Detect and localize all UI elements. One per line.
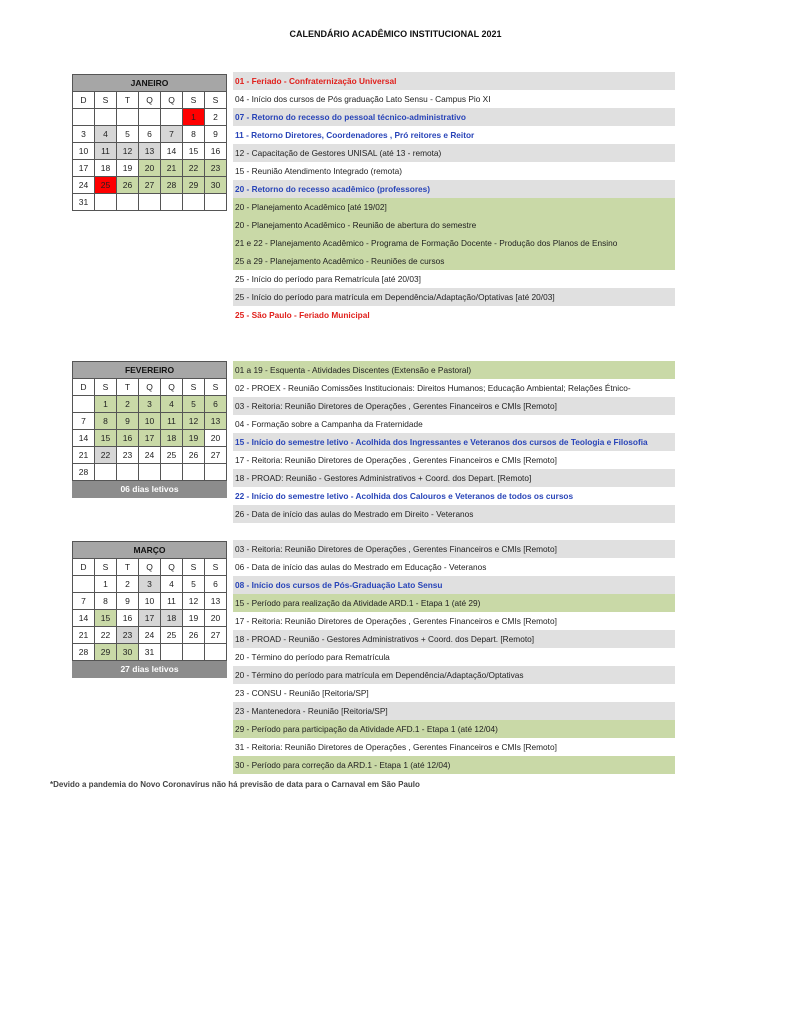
day-cell: 10 [139, 413, 161, 430]
event-item: 03 - Reitoria: Reunião Diretores de Operações , Gerentes Financeiros e CMIs [Remoto] [233, 540, 675, 558]
weekday-label: S [183, 379, 205, 396]
event-item: 04 - Formação sobre a Campanha da Fraternidade [233, 415, 675, 433]
week-row [73, 464, 227, 481]
weekday-label: S [95, 559, 117, 576]
day-cell: 18 [161, 610, 183, 627]
day-cell: 5 [183, 396, 205, 413]
day-cell [73, 396, 95, 413]
week-row [73, 396, 227, 413]
event-item: 20 - Planejamento Acadêmico [até 19/02] [233, 198, 675, 216]
day-cell: 11 [161, 413, 183, 430]
day-cell: 27 [205, 627, 227, 644]
day-cell: 8 [183, 126, 205, 143]
day-cell: 19 [117, 160, 139, 177]
week-row [73, 126, 227, 143]
weekday-label: S [205, 379, 227, 396]
day-cell: 15 [95, 430, 117, 447]
event-item: 22 - Início do semestre letivo - Acolhida dos Calouros e Veteranos de todos os cursos [233, 487, 675, 505]
event-item: 12 - Capacitação de Gestores UNISAL (até 13 - remota) [233, 144, 675, 162]
day-cell: 11 [95, 143, 117, 160]
day-cell: 25 [95, 177, 117, 194]
week-row [73, 177, 227, 194]
day-cell: 9 [205, 126, 227, 143]
day-cell [95, 464, 117, 481]
event-item: 25 - São Paulo - Feriado Municipal [233, 306, 675, 324]
month-header-row [73, 75, 227, 92]
weekday-label: D [73, 559, 95, 576]
event-item: 17 - Reitoria: Reunião Diretores de Operações , Gerentes Financeiros e CMIs [Remoto] [233, 612, 675, 630]
day-cell: 25 [161, 447, 183, 464]
weekday-label: D [73, 379, 95, 396]
week-row [73, 109, 227, 126]
day-cell: 19 [183, 430, 205, 447]
weekday-label: S [95, 92, 117, 109]
day-cell: 16 [117, 430, 139, 447]
week-row [73, 413, 227, 430]
month-header-row [73, 362, 227, 379]
calendar-janeiro [72, 74, 227, 211]
week-row [73, 430, 227, 447]
event-item: 17 - Reitoria: Reunião Diretores de Operações , Gerentes Financeiros e CMIs [Remoto] [233, 451, 675, 469]
weekday-label: Q [161, 559, 183, 576]
day-cell: 17 [139, 610, 161, 627]
day-cell: 12 [117, 143, 139, 160]
event-item: 25 - Início do período para Rematrícula [até 20/03] [233, 270, 675, 288]
weekday-label: S [205, 92, 227, 109]
day-cell: 5 [117, 126, 139, 143]
school-days-count: 06 dias letivos [73, 481, 227, 498]
day-cell [73, 576, 95, 593]
day-cell: 13 [205, 413, 227, 430]
page-title: CALENDÁRIO ACADÊMICO INSTITUCIONAL 2021 [289, 29, 502, 39]
day-cell: 16 [205, 143, 227, 160]
day-cell: 20 [205, 430, 227, 447]
day-cell: 31 [73, 194, 95, 211]
day-cell: 21 [161, 160, 183, 177]
day-cell [139, 109, 161, 126]
day-cell: 13 [139, 143, 161, 160]
day-cell: 10 [73, 143, 95, 160]
event-item: 03 - Reitoria: Reunião Diretores de Operações , Gerentes Financeiros e CMIs [Remoto] [233, 397, 675, 415]
day-cell: 3 [139, 396, 161, 413]
weekday-label: S [95, 379, 117, 396]
calendar-marco [72, 541, 227, 678]
day-cell: 15 [95, 610, 117, 627]
month-name: FEVEREIRO [73, 362, 227, 379]
day-cell: 30 [117, 644, 139, 661]
day-cell: 7 [161, 126, 183, 143]
day-cell: 26 [183, 627, 205, 644]
weekday-label: T [117, 559, 139, 576]
day-cell: 27 [205, 447, 227, 464]
event-item: 15 - Início do semestre letivo - Acolhida dos Ingressantes e Veteranos dos cursos de Teologia e Filosofia [233, 433, 675, 451]
event-item: 26 - Data de início das aulas do Mestrado em Direito - Veteranos [233, 505, 675, 523]
day-cell: 18 [161, 430, 183, 447]
day-cell: 9 [117, 593, 139, 610]
day-cell [139, 464, 161, 481]
day-cell: 14 [73, 610, 95, 627]
weekday-label: S [183, 559, 205, 576]
event-item: 30 - Período para correção da ARD.1 - Etapa 1 (até 12/04) [233, 756, 675, 774]
weekday-row [73, 379, 227, 396]
events-marco [233, 540, 675, 774]
day-cell: 4 [95, 126, 117, 143]
day-cell [139, 194, 161, 211]
day-cell [205, 464, 227, 481]
event-item: 06 - Data de início das aulas do Mestrado em Educação - Veteranos [233, 558, 675, 576]
day-cell: 26 [183, 447, 205, 464]
weekday-label: D [73, 92, 95, 109]
day-cell: 28 [73, 644, 95, 661]
event-item: 15 - Reunião Atendimento Integrado (remota) [233, 162, 675, 180]
day-cell [161, 109, 183, 126]
day-cell: 18 [95, 160, 117, 177]
day-cell: 24 [73, 177, 95, 194]
week-row [73, 576, 227, 593]
day-cell: 3 [73, 126, 95, 143]
day-cell [117, 194, 139, 211]
event-item: 15 - Período para realização da Atividade ARD.1 - Etapa 1 (até 29) [233, 594, 675, 612]
day-cell: 23 [117, 447, 139, 464]
day-cell: 9 [117, 413, 139, 430]
event-item: 18 - PROAD: Reunião - Gestores Administrativos + Coord. dos Depart. [Remoto] [233, 469, 675, 487]
day-cell: 20 [139, 160, 161, 177]
event-item: 02 - PROEX - Reunião Comissões Institucionais: Direitos Humanos; Educação Ambiental; Relações Étnico- [233, 379, 675, 397]
day-cell: 23 [117, 627, 139, 644]
event-item: 20 - Retorno do recesso acadêmico (professores) [233, 180, 675, 198]
day-cell: 29 [95, 644, 117, 661]
day-cell: 8 [95, 413, 117, 430]
day-cell: 22 [183, 160, 205, 177]
event-item: 18 - PROAD - Reunião - Gestores Administrativos + Coord. dos Depart. [Remoto] [233, 630, 675, 648]
event-item: 31 - Reitoria: Reunião Diretores de Operações , Gerentes Financeiros e CMIs [Remoto] [233, 738, 675, 756]
weekday-label: Q [139, 559, 161, 576]
day-cell: 8 [95, 593, 117, 610]
day-cell: 1 [95, 396, 117, 413]
weekday-row [73, 559, 227, 576]
day-cell: 15 [183, 143, 205, 160]
day-cell: 1 [95, 576, 117, 593]
day-cell: 14 [73, 430, 95, 447]
event-item: 01 a 19 - Esquenta - Atividades Discentes (Extensão e Pastoral) [233, 361, 675, 379]
week-row [73, 447, 227, 464]
day-cell [95, 194, 117, 211]
day-cell: 2 [205, 109, 227, 126]
event-item: 11 - Retorno Diretores, Coordenadores , Pró reitores e Reitor [233, 126, 675, 144]
day-cell [205, 644, 227, 661]
event-item: 29 - Período para participação da Atividade AFD.1 - Etapa 1 (até 12/04) [233, 720, 675, 738]
weekday-label: Q [139, 92, 161, 109]
week-row [73, 644, 227, 661]
day-cell: 13 [205, 593, 227, 610]
day-cell [205, 194, 227, 211]
school-days-count: 27 dias letivos [73, 661, 227, 678]
day-cell [161, 644, 183, 661]
month-name: MARÇO [73, 542, 227, 559]
week-row [73, 143, 227, 160]
day-cell: 4 [161, 576, 183, 593]
day-cell: 28 [161, 177, 183, 194]
day-cell: 25 [161, 627, 183, 644]
week-row [73, 194, 227, 211]
event-item: 04 - Início dos cursos de Pós graduação Lato Sensu - Campus Pio XI [233, 90, 675, 108]
day-cell [161, 194, 183, 211]
day-cell: 6 [205, 396, 227, 413]
event-item: 20 - Término do período para Rematrícula [233, 648, 675, 666]
week-row [73, 593, 227, 610]
day-cell [183, 644, 205, 661]
month-header-row [73, 542, 227, 559]
day-cell: 26 [117, 177, 139, 194]
footnote: *Devido a pandemia do Novo Coronavírus não há previsão de data para o Carnaval em São Paulo [50, 780, 420, 789]
day-cell: 21 [73, 447, 95, 464]
day-cell: 12 [183, 413, 205, 430]
day-cell: 17 [73, 160, 95, 177]
weekday-row [73, 92, 227, 109]
month-name: JANEIRO [73, 75, 227, 92]
day-cell: 4 [161, 396, 183, 413]
event-item: 23 - Mantenedora - Reunião [Reitoria/SP] [233, 702, 675, 720]
day-cell: 16 [117, 610, 139, 627]
week-row [73, 610, 227, 627]
weekday-label: Q [139, 379, 161, 396]
events-janeiro [233, 72, 675, 324]
day-cell: 29 [183, 177, 205, 194]
month-footer-row [73, 661, 227, 678]
day-cell: 27 [139, 177, 161, 194]
day-cell: 19 [183, 610, 205, 627]
weekday-label: Q [161, 379, 183, 396]
event-item: 25 - Início do período para matrícula em Dependência/Adaptação/Optativas [até 20/03] [233, 288, 675, 306]
calendar-fevereiro [72, 361, 227, 498]
events-fevereiro [233, 361, 675, 523]
day-cell: 10 [139, 593, 161, 610]
event-item: 08 - Início dos cursos de Pós-Graduação Lato Sensu [233, 576, 675, 594]
week-row [73, 627, 227, 644]
day-cell: 7 [73, 413, 95, 430]
day-cell [183, 464, 205, 481]
day-cell: 2 [117, 576, 139, 593]
day-cell: 23 [205, 160, 227, 177]
event-item: 01 - Feriado - Confraternização Universal [233, 72, 675, 90]
week-row [73, 160, 227, 177]
day-cell: 22 [95, 627, 117, 644]
day-cell: 11 [161, 593, 183, 610]
day-cell: 6 [139, 126, 161, 143]
day-cell: 6 [205, 576, 227, 593]
day-cell: 22 [95, 447, 117, 464]
event-item: 20 - Término do período para matrícula em Dependência/Adaptação/Optativas [233, 666, 675, 684]
day-cell: 31 [139, 644, 161, 661]
day-cell [73, 109, 95, 126]
day-cell [117, 464, 139, 481]
day-cell: 7 [73, 593, 95, 610]
weekday-label: S [183, 92, 205, 109]
weekday-label: T [117, 92, 139, 109]
event-item: 07 - Retorno do recesso do pessoal técnico-administrativo [233, 108, 675, 126]
day-cell [117, 109, 139, 126]
event-item: 23 - CONSU - Reunião [Reitoria/SP] [233, 684, 675, 702]
day-cell: 14 [161, 143, 183, 160]
day-cell: 20 [205, 610, 227, 627]
day-cell: 17 [139, 430, 161, 447]
event-item: 21 e 22 - Planejamento Acadêmico - Programa de Formação Docente - Produção dos Planos de Ensino [233, 234, 675, 252]
day-cell: 28 [73, 464, 95, 481]
event-item: 25 a 29 - Planejamento Acadêmico - Reuniões de cursos [233, 252, 675, 270]
event-item: 20 - Planejamento Acadêmico - Reunião de abertura do semestre [233, 216, 675, 234]
month-footer-row [73, 481, 227, 498]
day-cell: 24 [139, 447, 161, 464]
day-cell: 1 [183, 109, 205, 126]
day-cell: 2 [117, 396, 139, 413]
day-cell [161, 464, 183, 481]
day-cell: 5 [183, 576, 205, 593]
day-cell: 21 [73, 627, 95, 644]
day-cell [95, 109, 117, 126]
weekday-label: Q [161, 92, 183, 109]
day-cell: 30 [205, 177, 227, 194]
weekday-label: T [117, 379, 139, 396]
day-cell [183, 194, 205, 211]
day-cell: 24 [139, 627, 161, 644]
day-cell: 12 [183, 593, 205, 610]
weekday-label: S [205, 559, 227, 576]
day-cell: 3 [139, 576, 161, 593]
